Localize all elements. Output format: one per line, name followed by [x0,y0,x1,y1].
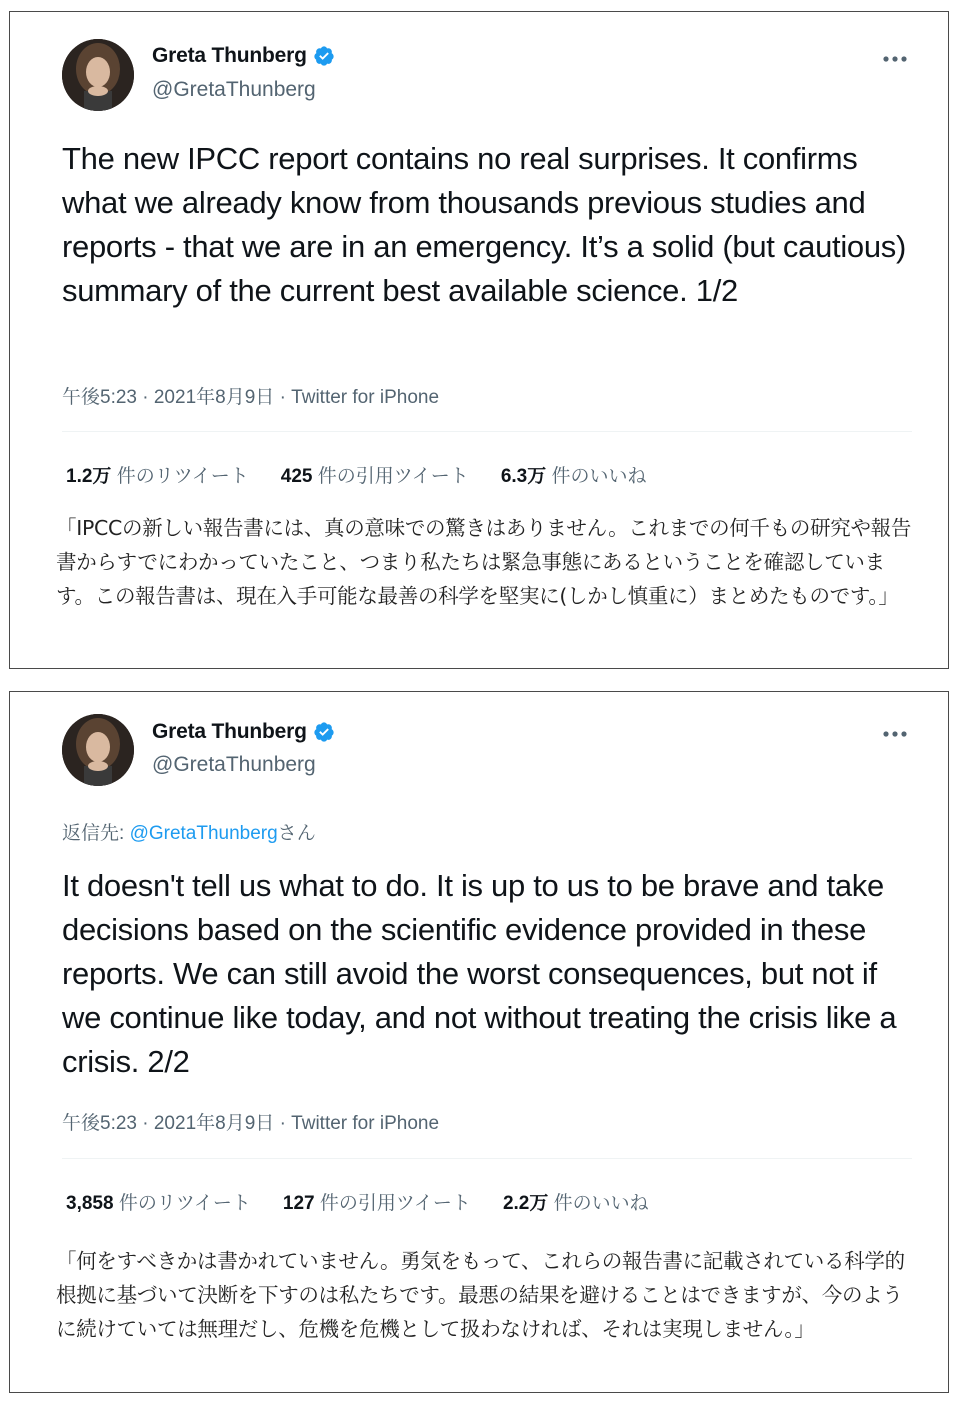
tweet-card-1 [9,11,949,669]
avatar-photo-icon [62,714,134,786]
avatar-photo-icon [62,39,134,111]
reply-prefix: 返信先: [62,823,130,844]
reply-suffix: さん [277,823,316,844]
quotes-label: 件の引用ツイート [314,1193,471,1214]
more-options-icon[interactable] [882,55,908,63]
quotes-label: 件の引用ツイート [312,466,469,487]
retweets-label: 件のリツイート [113,1193,251,1214]
author-name[interactable]: Greta Thunberg [152,720,307,743]
tweet-client[interactable]: Twitter for iPhone [291,387,440,408]
reply-mention-link[interactable]: @GretaThunberg [129,823,278,844]
tweet-timestamp[interactable]: 午後5:23 · 2021年8月9日 [62,1113,275,1134]
tweet-text: The new IPCC report contains no real surprises. It confirms what we already know from thousands previous studies and reports - that we are in an emergency. It’s a solid (but cautious) summary of the current best available science. 1/2 [62,141,907,308]
translation-text: 「IPCCの新しい報告書には、真の意味での驚きはありません。これまでの何千もの研究や報告書からすでにわかっていたこと、つまり私たちは緊急事態にあるということを確認しています。この報告書は、現在入手可能な最善の科学を堅実に(しかし慎重に）まとめたものです。」 [56,516,912,608]
verified-badge-icon [313,45,335,67]
likes-label: 件のいいね [546,466,647,487]
retweets-count: 3,858 [66,1193,114,1214]
meta-separator: · [279,387,292,408]
tweet-card-2 [9,691,949,1393]
tweet-stats [66,1188,681,1215]
translation-text: 「何をすべきかは書かれていません。勇気をもって、これらの報告書に記載されている科学的根拠に基づいて決断を下すのは私たちです。最悪の結果を避けることはできますが、今のように続けていては無理だし、危機を危機として扱わなければ、それは実現しません。」 [56,1249,905,1341]
likes-label: 件のいいね [548,1193,649,1214]
author-name-row [152,44,335,68]
author-handle[interactable]: @GretaThunberg [152,78,316,101]
author-name[interactable]: Greta Thunberg [152,44,307,67]
verified-badge-icon [313,721,335,743]
quotes-count: 425 [280,466,313,487]
retweets-count: 1.2万 [66,466,112,487]
retweets-label: 件のリツイート [111,466,249,487]
tweet-timestamp[interactable]: 午後5:23 · 2021年8月9日 [62,387,275,408]
retweets-stat[interactable] [66,1188,251,1215]
tweet-meta [62,1108,439,1135]
tweet-text: It doesn't tell us what to do. It is up to us to be brave and take decisions based on the scientific evidence provided in these reports. We can still avoid the worst consequences, but not if we continue like today, and not without treating the crisis like a crisis. 2/2 [62,868,897,1079]
avatar[interactable] [62,39,134,111]
quotes-count: 127 [282,1193,315,1214]
retweets-stat[interactable] [66,461,249,488]
meta-separator: · [279,1113,292,1134]
avatar[interactable] [62,714,134,786]
tweet-stats [66,461,679,488]
reply-to-line [62,818,316,845]
likes-count: 6.3万 [500,466,547,487]
likes-stat[interactable] [501,461,647,488]
quotes-stat[interactable] [281,461,469,488]
more-options-icon[interactable] [882,730,908,738]
author-name-row [152,720,335,744]
tweet-meta [62,382,439,409]
author-handle[interactable]: @GretaThunberg [152,753,316,776]
likes-stat[interactable] [503,1188,649,1215]
likes-count: 2.2万 [502,1193,549,1214]
divider [62,431,912,432]
quotes-stat[interactable] [283,1188,471,1215]
tweet-client[interactable]: Twitter for iPhone [291,1113,440,1134]
divider [62,1158,912,1159]
